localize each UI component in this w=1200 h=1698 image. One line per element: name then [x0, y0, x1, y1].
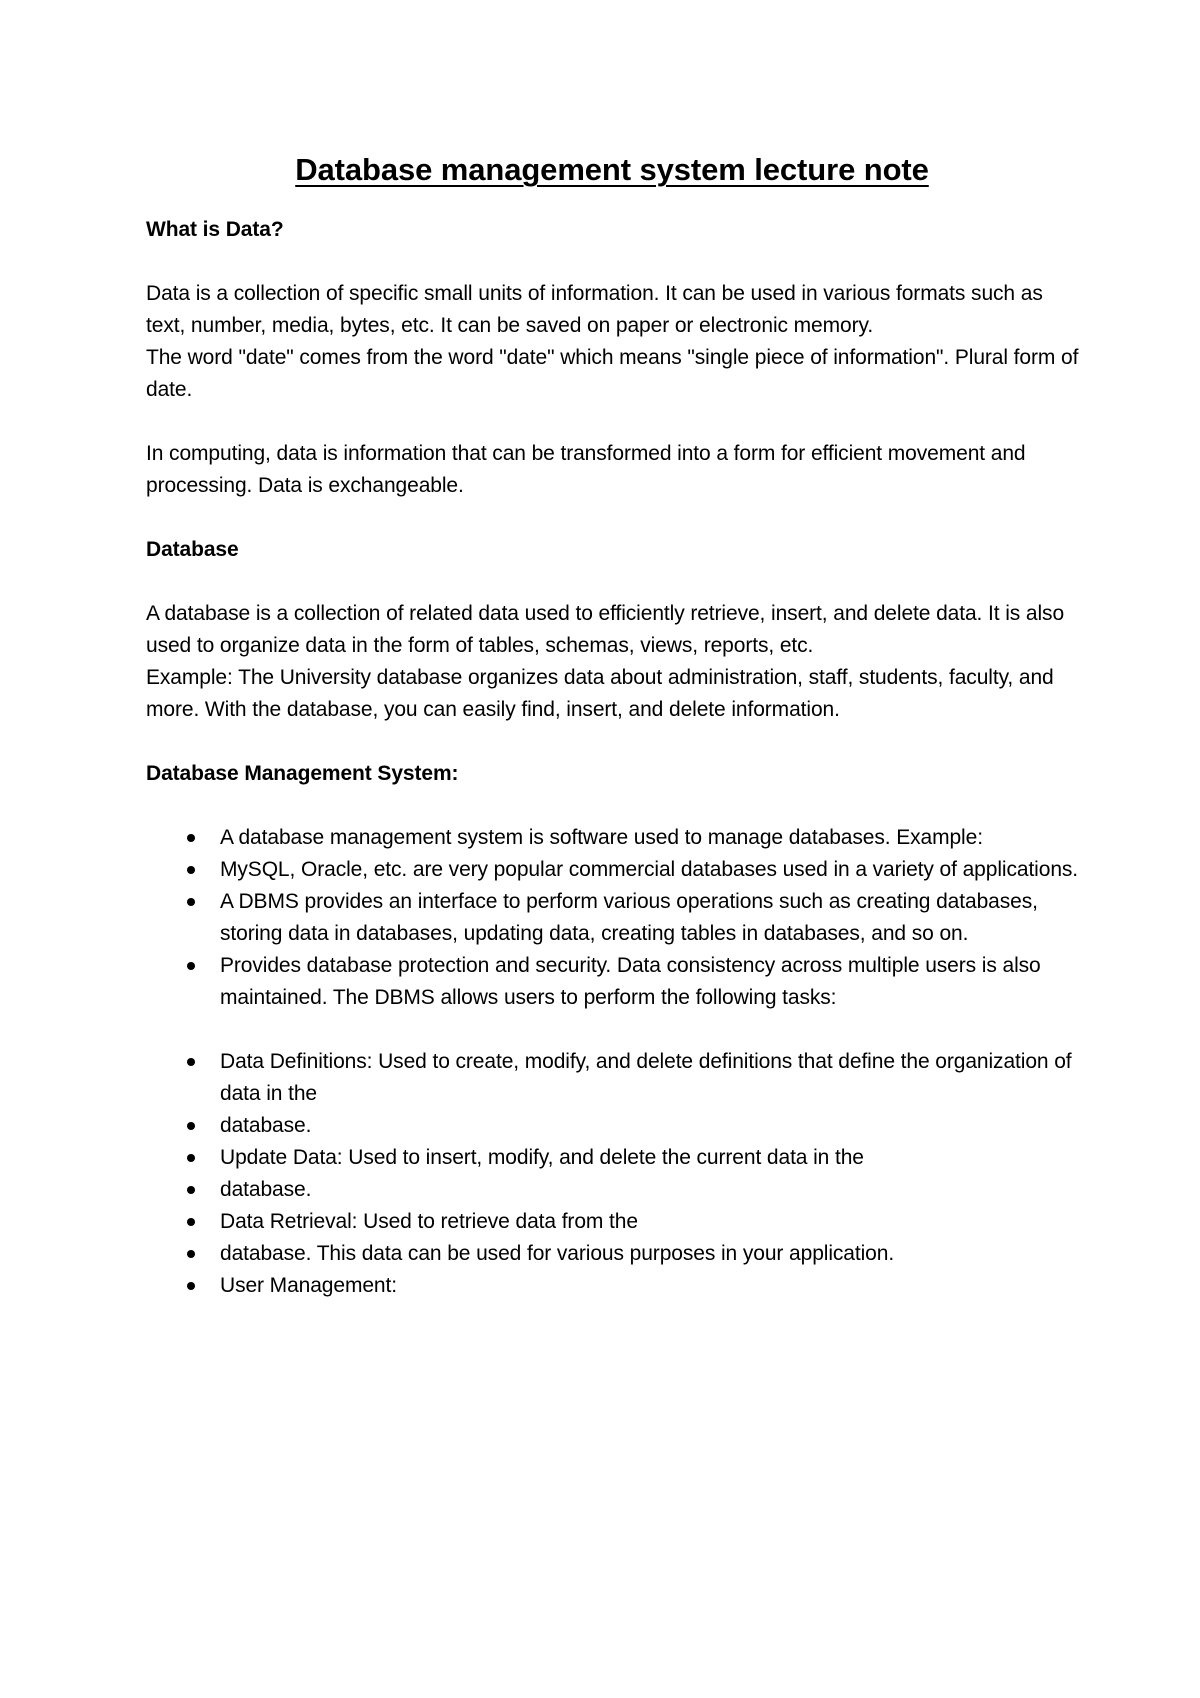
list-item: A database management system is software used to manage databases. Example:	[220, 822, 1086, 854]
list-item: User Management:	[220, 1270, 1086, 1302]
spacer	[146, 502, 1086, 534]
list-item: A DBMS provides an interface to perform various operations such as creating databases, storing data in databases, updating data, creating tables in databases, and so on.	[220, 886, 1086, 950]
list-item: Update Data: Used to insert, modify, and delete the current data in the	[220, 1142, 1086, 1174]
list-item: Provides database protection and security. Data consistency across multiple users is also maintained. The DBMS allows users to perform the following tasks:	[220, 950, 1086, 1014]
list-item: Data Retrieval: Used to retrieve data from the	[220, 1206, 1086, 1238]
heading-database: Database	[146, 538, 239, 561]
paragraph-data-definition: Data is a collection of specific small units of information. It can be used in various formats such as text, number, media, bytes, etc. It can be saved on paper or electronic memory.	[146, 282, 1043, 337]
dbms-tasks-list	[146, 1046, 1086, 1302]
spacer	[146, 1014, 1086, 1046]
paragraph-data-computing: In computing, data is information that can be transformed into a form for efficient movement and processing. Data is exchangeable.	[146, 442, 1026, 497]
spacer	[146, 566, 1086, 598]
document-title: Database management system lecture note	[295, 152, 929, 187]
dbms-bullet-list	[146, 822, 1086, 1014]
paragraph-database-definition: A database is a collection of related data used to efficiently retrieve, insert, and delete data. It is also used to organize data in the form of tables, schemas, views, reports, etc.	[146, 602, 1065, 657]
spacer	[146, 246, 1086, 278]
document-content	[146, 148, 1086, 1302]
paragraph-database-example: Example: The University database organizes data about administration, staff, students, faculty, and more. With the database, you can easily find, insert, and delete information.	[146, 666, 1054, 721]
heading-what-is-data: What is Data?	[146, 218, 284, 241]
spacer	[146, 790, 1086, 822]
paragraph-data-word-origin: The word "date" comes from the word "date" which means "single piece of information". Plural form of date.	[146, 346, 1079, 401]
list-item: MySQL, Oracle, etc. are very popular commercial databases used in a variety of applications.	[220, 854, 1086, 886]
list-item: database.	[220, 1110, 1086, 1142]
spacer	[146, 406, 1086, 438]
list-item: Data Definitions: Used to create, modify, and delete definitions that define the organization of data in the	[220, 1046, 1086, 1110]
list-item: database. This data can be used for various purposes in your application.	[220, 1238, 1086, 1270]
list-item: database.	[220, 1174, 1086, 1206]
spacer	[146, 726, 1086, 758]
heading-dbms: Database Management System:	[146, 762, 459, 785]
